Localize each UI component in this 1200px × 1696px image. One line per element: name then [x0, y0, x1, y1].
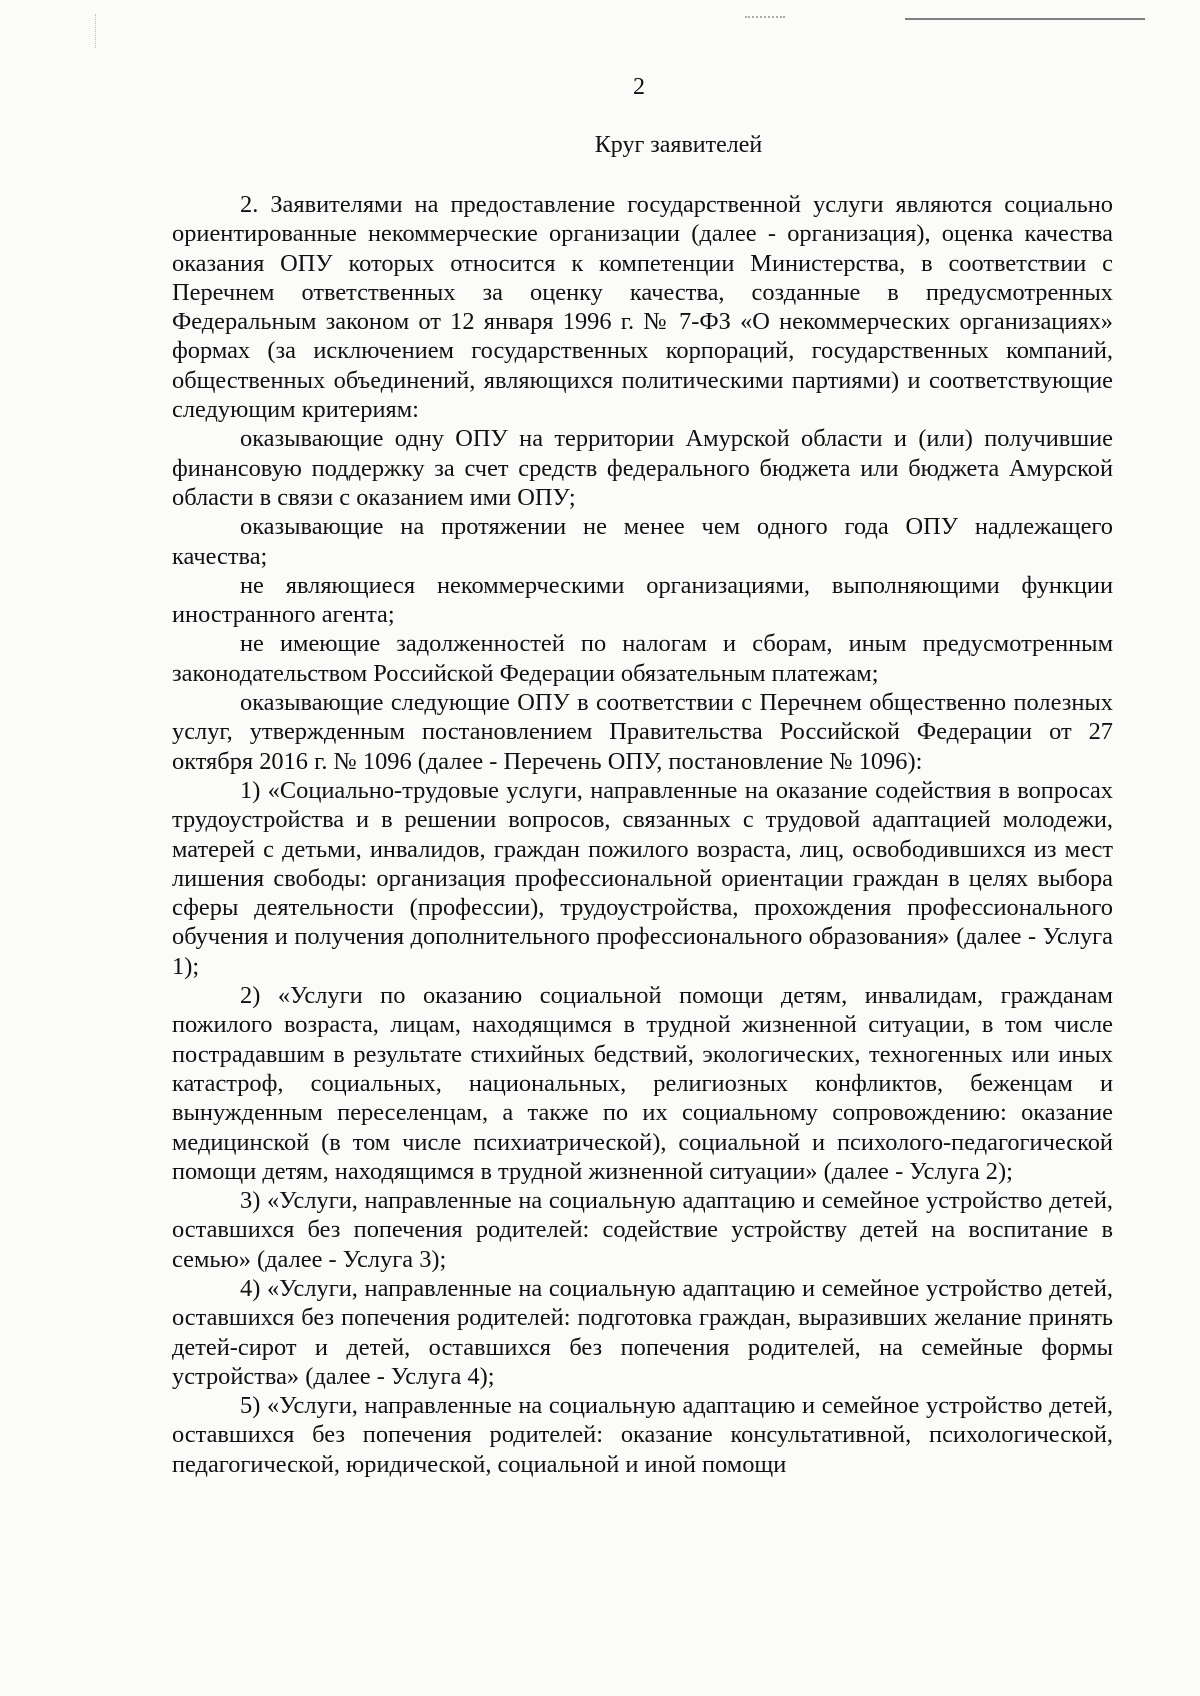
scan-artifact-dots	[745, 16, 785, 18]
paragraph-service-1: 1) «Социально-трудовые услуги, направленные на оказание содействия в вопросах трудоустройства и в решении вопросов, связанных с трудовой адаптацией молодежи, матерей с детьми, инвалидов, граждан пожилого возраста, лиц, освободившихся из мест лишения свободы: организация профессиональной ориентации граждан в целях выбора сферы деятельности (профессии), трудоустройства, прохождения профессионального обучения и получения дополнительного профессионального образования» (далее - Услуга 1);	[172, 776, 1113, 980]
scan-artifact-line	[905, 18, 1145, 20]
paragraph-criterion-one-service: оказывающие одну ОПУ на территории Амурской области и (или) получившие финансовую поддержку за счет средств федерального бюджета или бюджета Амурской области в связи с оказанием ими ОПУ;	[172, 425, 1113, 511]
page-number: 2	[633, 74, 645, 100]
document-body	[172, 190, 1113, 1479]
paragraph-service-3: 3) «Услуги, направленные на социальную адаптацию и семейное устройство детей, оставшихся без попечения родителей: содействие устройству детей на воспитание в семью» (далее - Услуга 3);	[172, 1187, 1113, 1273]
paragraph-service-2: 2) «Услуги по оказанию социальной помощи детям, инвалидам, гражданам пожилого возраста, лицам, находящимся в трудной жизненной ситуации, в том числе пострадавшим в результате стихийных бедствий, экологических, техногенных или иных катастроф, социальных, национальных, религиозных конфликтов, беженцам и вынужденным переселенцам, а также по их социальному сопровождению: оказание медицинской (в том числе психиатрической), социальной и психолого-педагогической помощи детям, находящимся в трудной жизненной ситуации» (далее - Услуга 2);	[172, 982, 1113, 1185]
paragraph-criterion-services: оказывающие следующие ОПУ в соответствии с Перечнем общественно полезных услуг, утвержденным постановлением Правительства Российской Федерации от 27 октября 2016 г. № 1096 (далее - Перечень ОПУ, постановление № 1096):	[172, 689, 1113, 775]
paragraph-service-5: 5) «Услуги, направленные на социальную адаптацию и семейное устройство детей, оставшихся без попечения родителей: оказание консультативной, психологической, педагогической, юридической, социальной и иной помощи	[172, 1392, 1113, 1478]
scan-artifact-left	[95, 14, 100, 48]
paragraph-applicants: 2. Заявителями на предоставление государственной услуги являются социально ориентированные некоммерческие организации (далее - организация), оценка качества оказания ОПУ которых относится к компетенции Министерства, в соответствии с Перечнем ответственных за оценку качества, созданные в предусмотренных Федеральным законом от 12 января 1996 г. № 7-ФЗ «О некоммерческих организациях» формах (за исключением государственных корпораций, государственных компаний, общественных объединений, являющихся политическими партиями) и соответствующие следующим критериям:	[172, 191, 1113, 424]
paragraph-criterion-foreign-agent: не являющиеся некоммерческими организациями, выполняющими функции иностранного агента;	[172, 571, 1113, 629]
paragraph-service-4: 4) «Услуги, направленные на социальную адаптацию и семейное устройство детей, оставшихся без попечения родителей: подготовка граждан, выразивших желание принять детей-сирот и детей, оставшихся без попечения родителей, на семейные формы устройства» (далее - Услуга 4);	[172, 1274, 1113, 1390]
section-title: Круг заявителей	[594, 132, 763, 158]
paragraph-criterion-one-year: оказывающие на протяжении не менее чем одного года ОПУ надлежащего качества;	[172, 513, 1113, 570]
paragraph-criterion-no-debts: не имеющие задолженностей по налогам и сборам, иным предусмотренным законодательством Российской Федерации обязательным платежам;	[172, 630, 1113, 687]
